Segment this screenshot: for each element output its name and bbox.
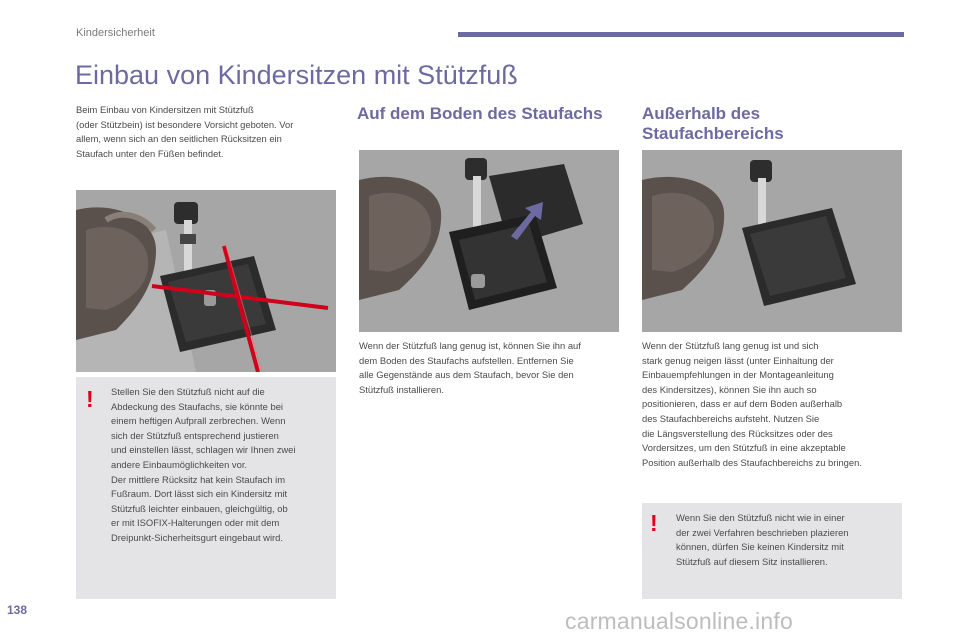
column2-title: Außerhalb des Staufachbereichs xyxy=(642,104,784,143)
header-rule xyxy=(458,32,904,37)
warning-box-1 xyxy=(76,377,336,599)
photo-floor-of-compartment xyxy=(359,150,619,332)
photo-wrong-installation xyxy=(76,190,336,372)
warning-icon: ! xyxy=(650,510,658,536)
intro-text: Beim Einbau von Kindersitzen mit Stützfuß (oder Stützbein) ist besondere Vorsicht geboten. Vor allem, wenn sich an den seitlichen Rücksitzen ein Staufach unter den Füßen befindet. xyxy=(76,104,294,159)
photo-outside-compartment xyxy=(642,150,902,332)
section-label: Kindersicherheit xyxy=(76,27,155,39)
page-number: 138 xyxy=(7,603,28,617)
page-title: Einbau von Kindersitzen mit Stützfuß xyxy=(75,60,518,90)
warning-text-1: Stellen Sie den Stützfuß nicht auf die Abdeckung des Staufachs, sie könnte bei einem heftigen Aufprall zerbrechen. Wenn sich der Stützfuß entsprechend justieren und einstellen lässt, schlagen wir Ihnen zwei andere Einbaumöglichkeiten vor. Der mittlere Rücksitz hat kein Staufach im Fußraum. Dort lässt sich ein Kindersitz mit Stützfuß leichter einbauen, gleichgültig, ob er mit ISOFIX-Halterungen oder mit dem Dreipunkt-Sicherheitsgurt eingebaut wird. xyxy=(111,386,296,543)
warning-icon: ! xyxy=(86,386,94,412)
column2-text: Wenn der Stützfuß lang genug ist und sich stark genug neigen lässt (unter Einhaltung der Einbauempfehlungen in der Montageanleitung des Kindersitzes), können Sie ihn auch so positionieren, dass er auf dem Boden außerhalb des Staufachbereichs aufsteht. Nutzen Sie die Längsverstellung des Rücksitzes oder des Vordersitzes, um den Stützfuß in eine akzeptable Position außerhalb des Staufachbereichs zu bringen. xyxy=(642,340,862,468)
column1-text: Wenn der Stützfuß lang genug ist, können Sie ihn auf dem Boden des Staufachs aufstellen. Entfernen Sie alle Gegenstände aus dem Staufach, bevor Sie den Stützfuß installieren. xyxy=(359,340,581,395)
watermark: carmanualsonline.info xyxy=(565,608,793,634)
column1-title: Auf dem Boden des Staufachs xyxy=(357,104,603,123)
warning-box-2 xyxy=(642,503,902,599)
warning-text-2: Wenn Sie den Stützfuß nicht wie in einer der zwei Verfahren beschrieben plazieren können, dürfen Sie keinen Kindersitz mit Stützfuß auf diesem Sitz installieren. xyxy=(676,512,849,567)
